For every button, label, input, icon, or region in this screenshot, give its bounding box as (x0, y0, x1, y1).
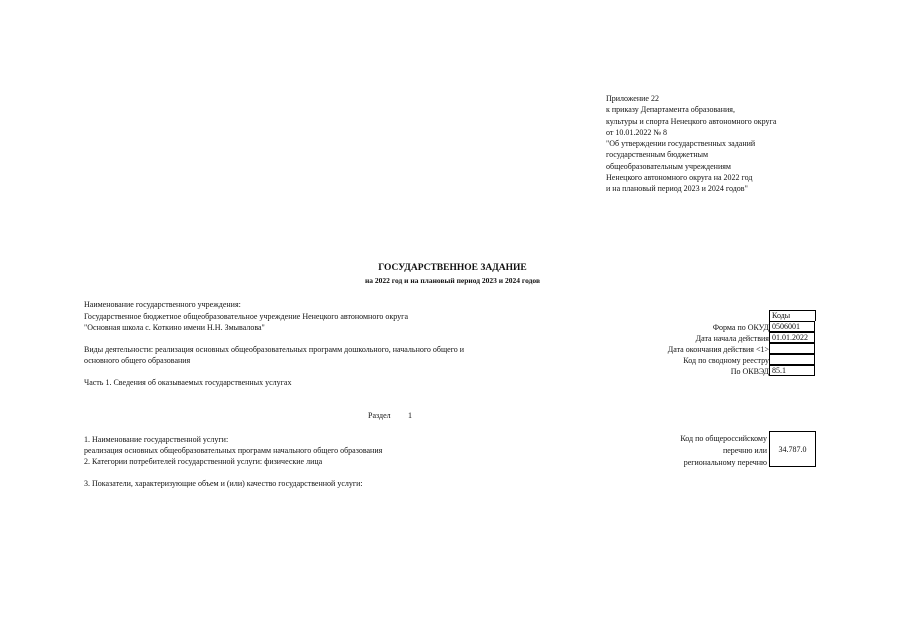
code-okud-value: 0506001 (769, 321, 815, 332)
appendix-line: к приказу Департамента образования, (606, 105, 735, 115)
appendix-line: "Об утверждении государственных заданий (606, 139, 756, 149)
registry-label-2: перечню или (722, 446, 767, 455)
service-name-label: 1. Наименование государственной услуги: (84, 435, 229, 444)
appendix-line: от 10.01.2022 № 8 (606, 127, 668, 137)
activities-line: Виды деятельности: реализация основных общеобразовательных программ дошкольного, начального общего и (84, 345, 465, 354)
code-registry-value (769, 354, 815, 365)
part1-heading: Часть 1. Сведения об оказываемых государственных услугах (84, 378, 292, 387)
code-row-label: Дата окончания действия <1> (667, 345, 769, 354)
section-number: 1 (408, 411, 412, 420)
code-okved-value: 85.1 (769, 365, 815, 376)
document-title: ГОСУДАРСТВЕННОЕ ЗАДАНИЕ (378, 263, 527, 273)
codes-header: Коды (769, 310, 816, 321)
consumer-category: 2. Категории потребителей государственной услуги: физические лица (84, 457, 323, 466)
code-row-label: Дата начала действия (695, 334, 769, 343)
institution-name: Государственное бюджетное общеобразовательное учреждение Ненецкого автономного округа (84, 312, 409, 321)
institution-label: Наименование государственного учреждения: (84, 300, 241, 309)
code-end-date-value (769, 343, 815, 354)
indicators-heading: 3. Показатели, характеризующие объем и (или) качество государственной услуги: (84, 479, 363, 488)
document-subtitle: на 2022 год и на плановый период 2023 и 2024 годов (364, 276, 541, 285)
appendix-line: Приложение 22 (606, 94, 659, 103)
appendix-line: государственным бюджетным (606, 150, 709, 160)
service-name-value: реализация основных общеобразовательных программ начального общего образования (84, 446, 383, 455)
registry-label-3: региональному перечню (683, 458, 767, 467)
institution-name-2: "Основная школа с. Коткино имени Н.Н. Змывалова" (84, 323, 265, 332)
code-start-date-value: 01.01.2022 (769, 332, 815, 343)
section-label: Раздел (368, 411, 391, 420)
code-row-label: Код по сводному реестру (683, 356, 769, 365)
code-row-label: Форма по ОКУД (712, 323, 769, 332)
appendix-block (606, 93, 776, 195)
registry-code-value: 34.787.0 (769, 431, 816, 467)
activities-line-2: основного общего образования (84, 356, 191, 365)
appendix-line: культуры и спорта Ненецкого автономного округа (606, 116, 777, 126)
code-row-label: По ОКВЭД (730, 367, 769, 376)
appendix-line: общеобразовательным учреждениям (606, 161, 731, 171)
appendix-line: Ненецкого автономного округа на 2022 год (606, 173, 753, 183)
appendix-line: и на плановый период 2023 и 2024 годов" (606, 184, 748, 194)
registry-label: Код по общероссийскому (680, 434, 767, 443)
